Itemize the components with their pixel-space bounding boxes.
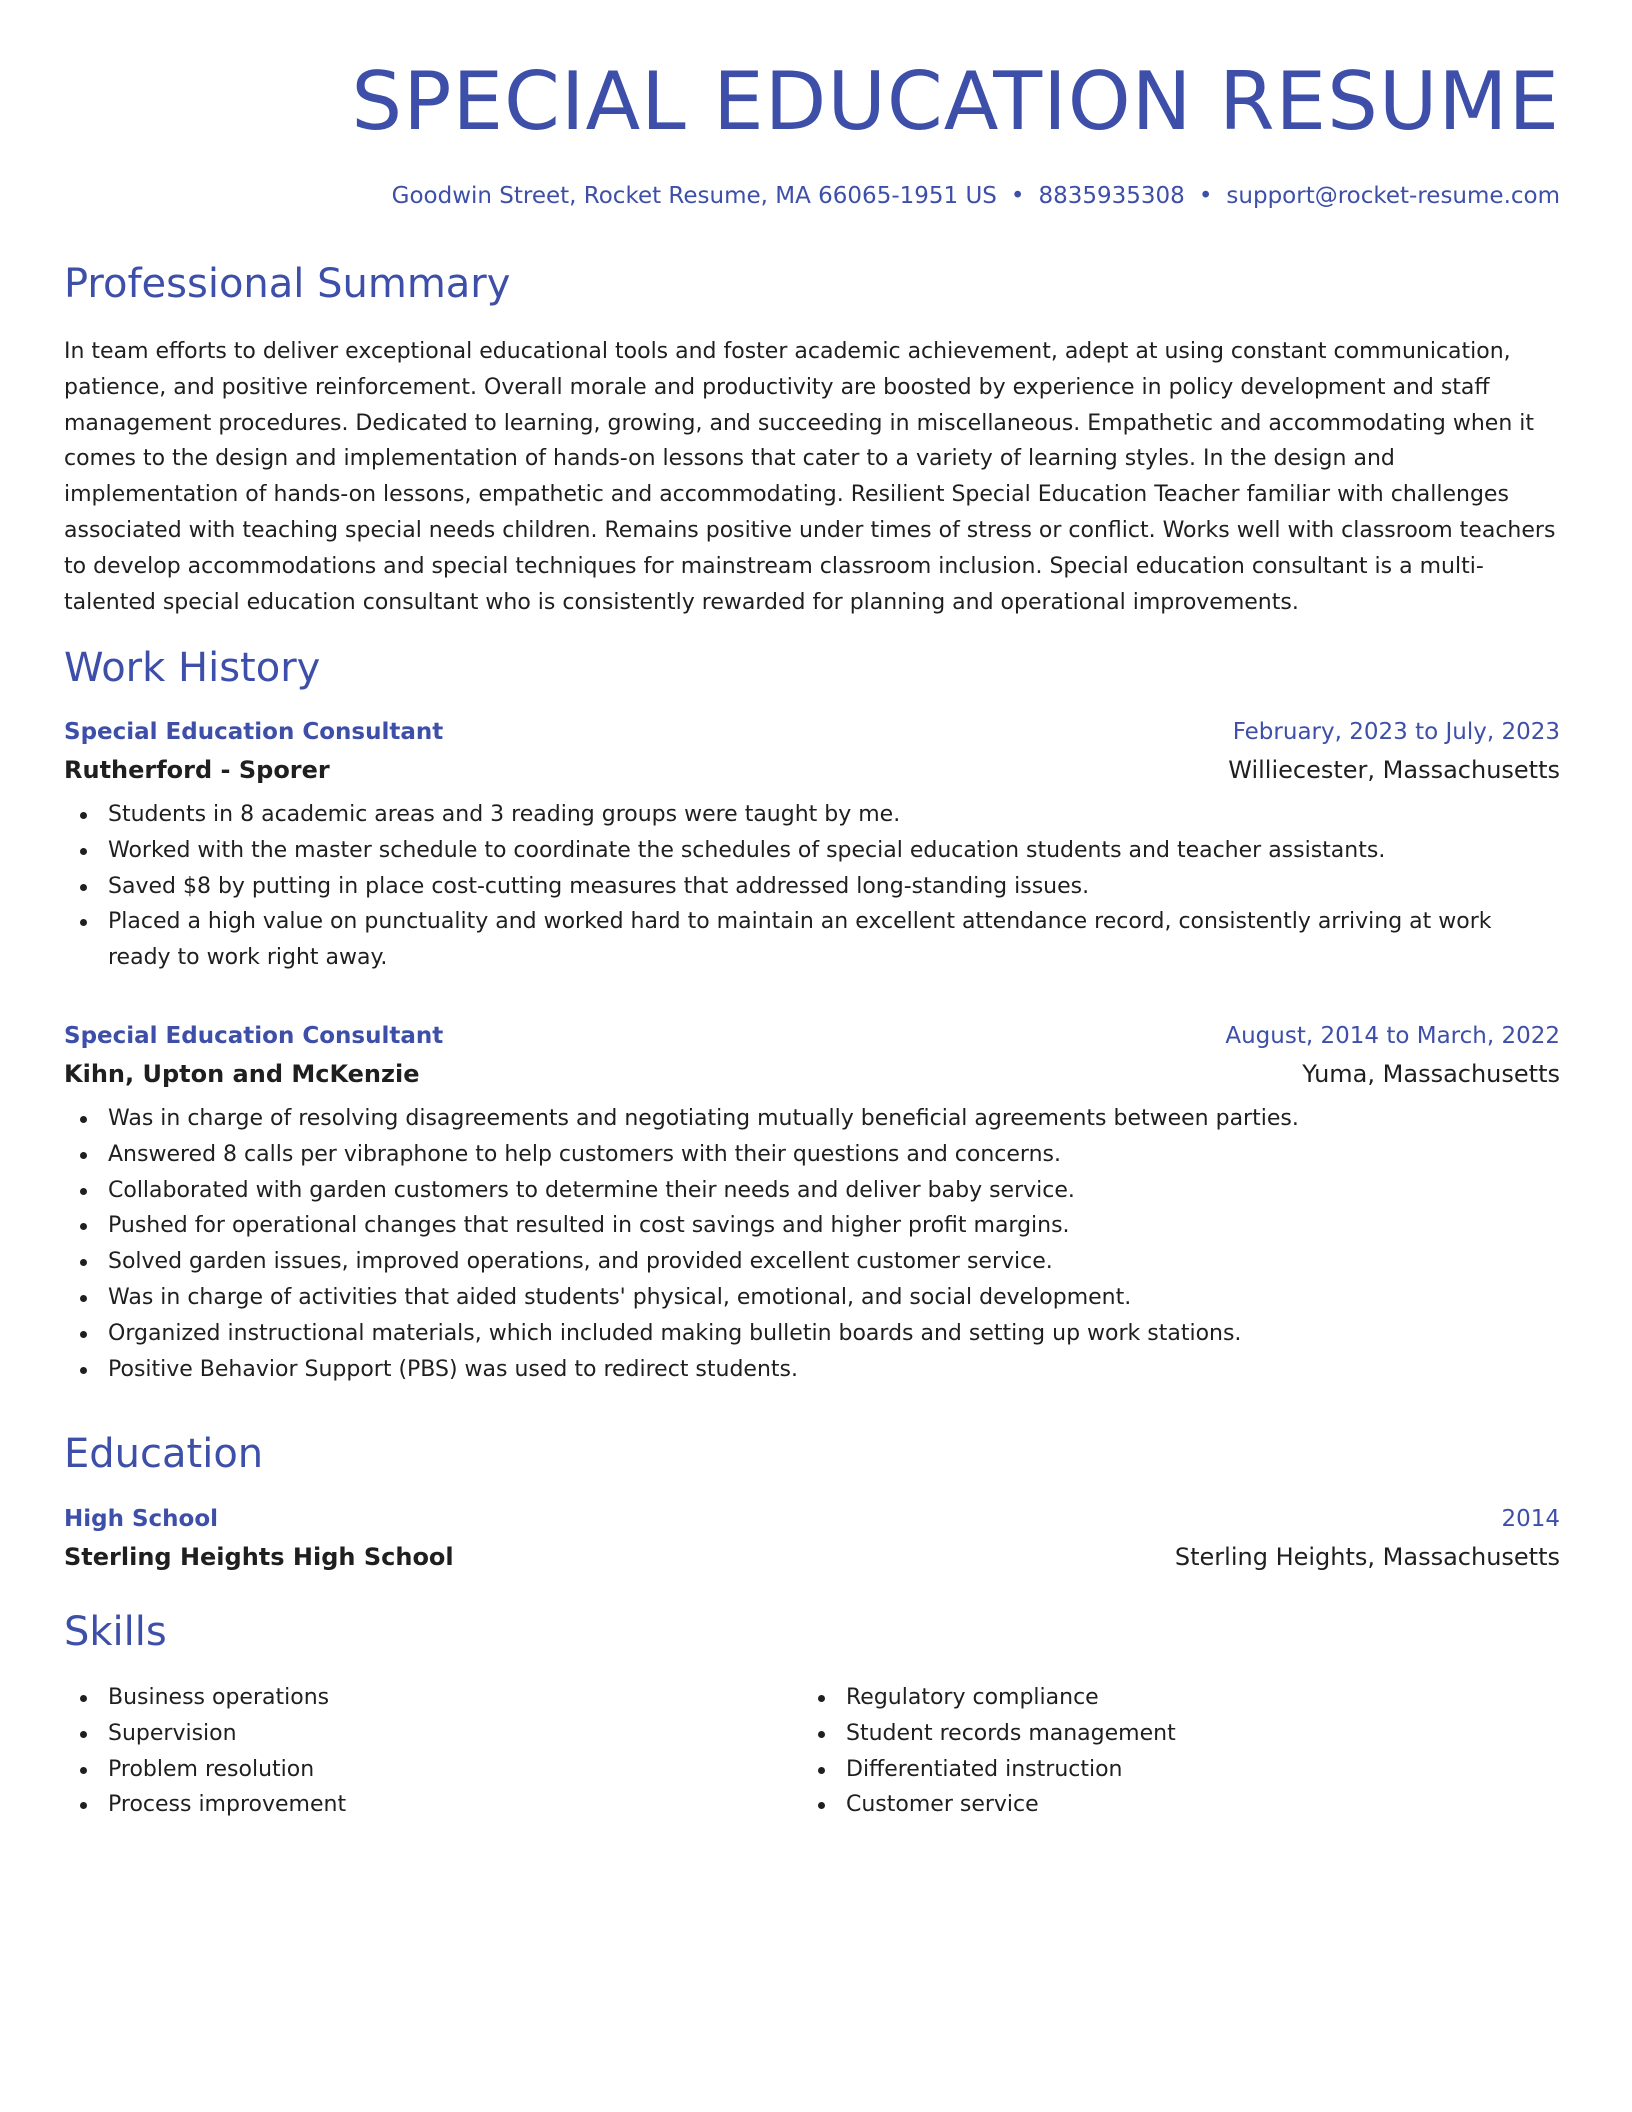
education-degree: High School: [64, 1506, 219, 1532]
contact-phone: 8835935308: [1038, 183, 1185, 209]
job-employer: Rutherford - Sporer: [64, 756, 330, 784]
contact-separator: •: [1198, 183, 1213, 209]
summary-heading: Professional Summary: [64, 261, 511, 307]
skills-heading: Skills: [64, 1609, 167, 1655]
job-employer-row: [64, 1055, 1560, 1093]
job-bullet: Positive Behavior Support (PBS) was used to redirect students.: [108, 1352, 1560, 1388]
job-bullet: Placed a high value on punctuality and worked hard to maintain an excellent attendance record, consistently arriving at work ready to work right away.: [108, 904, 1560, 976]
job-location: Williecester, Massachusetts: [1228, 756, 1560, 784]
skill-item: Problem resolution: [108, 1752, 808, 1788]
work-history-heading: Work History: [64, 645, 321, 691]
job-bullet: Answered 8 calls per vibraphone to help customers with their questions and concerns.: [108, 1137, 1560, 1173]
education-school: Sterling Heights High School: [64, 1543, 454, 1571]
job-bullets: [64, 1101, 1560, 1387]
resume-page: [64, 0, 1560, 1818]
job-employer-row: [64, 751, 1560, 789]
job-location: Yuma, Massachusetts: [1302, 1060, 1560, 1088]
skills-column-left: [64, 1680, 808, 1823]
job-bullet: Worked with the master schedule to coordinate the schedules of special education students and teacher assistants.: [108, 833, 1560, 869]
job-bullet: Pushed for operational changes that resulted in cost savings and higher profit margins.: [108, 1208, 1560, 1244]
summary-text: In team efforts to deliver exceptional educational tools and foster academic achievement, adept at using constant communication, patience, and positive reinforcement. Overall morale and productivity are boosted by experience in policy development and staff management procedures. Dedicated to learning, growing, and succeeding in miscellaneous. Empathetic and accommodating when it comes to the design and implementation of hands-on lessons that cater to a variety of learning styles. In the design and implementation of hands-on lessons, empathetic and accommodating. Resilient Special Education Teacher familiar with challenges associated with teaching special needs children. Remains positive under times of stress or conflict. Works well with classroom teachers to develop accommodations and special techniques for mainstream classroom inclusion. Special education consultant is a multi-talented special education consultant who is consistently rewarded for planning and operational improvements.: [64, 339, 1556, 615]
skill-item: Business operations: [108, 1680, 808, 1716]
skill-item: Customer service: [846, 1787, 1546, 1823]
contact-separator: •: [1010, 183, 1025, 209]
job-header-row: [64, 713, 1560, 751]
job-entry: [64, 1017, 1560, 1387]
education-year: 2014: [1501, 1506, 1560, 1532]
skill-item: Supervision: [108, 1716, 808, 1752]
education-entry: [64, 1500, 1560, 1576]
skill-item: Student records management: [846, 1716, 1546, 1752]
job-bullet: Solved garden issues, improved operations, and provided excellent customer service.: [108, 1244, 1560, 1280]
skill-item: Regulatory compliance: [846, 1680, 1546, 1716]
resume-title: SPECIAL EDUCATION RESUME: [351, 55, 1560, 148]
job-bullet: Saved $8 by putting in place cost-cutting measures that addressed long-standing issues.: [108, 869, 1560, 905]
job-title: Special Education Consultant: [64, 1023, 444, 1049]
job-bullets: [64, 797, 1560, 976]
job-bullet: Was in charge of activities that aided students' physical, emotional, and social development.: [108, 1280, 1560, 1316]
contact-line: [392, 180, 1560, 212]
education-school-row: [64, 1538, 1560, 1576]
contact-email[interactable]: support@rocket-resume.com: [1226, 183, 1560, 209]
education-header-row: [64, 1500, 1560, 1538]
job-bullet: Organized instructional materials, which included making bulletin boards and setting up work stations.: [108, 1316, 1560, 1352]
skill-item: Differentiated instruction: [846, 1752, 1546, 1788]
job-dates: August, 2014 to March, 2022: [1225, 1023, 1560, 1049]
skill-item: Process improvement: [108, 1787, 808, 1823]
skills-column-right: [802, 1680, 1546, 1823]
job-employer: Kihn, Upton and McKenzie: [64, 1060, 420, 1088]
education-location: Sterling Heights, Massachusetts: [1174, 1543, 1560, 1571]
job-bullet: Students in 8 academic areas and 3 reading groups were taught by me.: [108, 797, 1560, 833]
job-header-row: [64, 1017, 1560, 1055]
job-bullet: Was in charge of resolving disagreements and negotiating mutually beneficial agreements between parties.: [108, 1101, 1560, 1137]
job-bullet: Collaborated with garden customers to determine their needs and deliver baby service.: [108, 1173, 1560, 1209]
education-heading: Education: [64, 1431, 264, 1477]
contact-address: Goodwin Street, Rocket Resume, MA 66065-1951 US: [391, 183, 997, 209]
job-title: Special Education Consultant: [64, 719, 444, 745]
job-entry: [64, 713, 1560, 976]
job-dates: February, 2023 to July, 2023: [1232, 719, 1560, 745]
